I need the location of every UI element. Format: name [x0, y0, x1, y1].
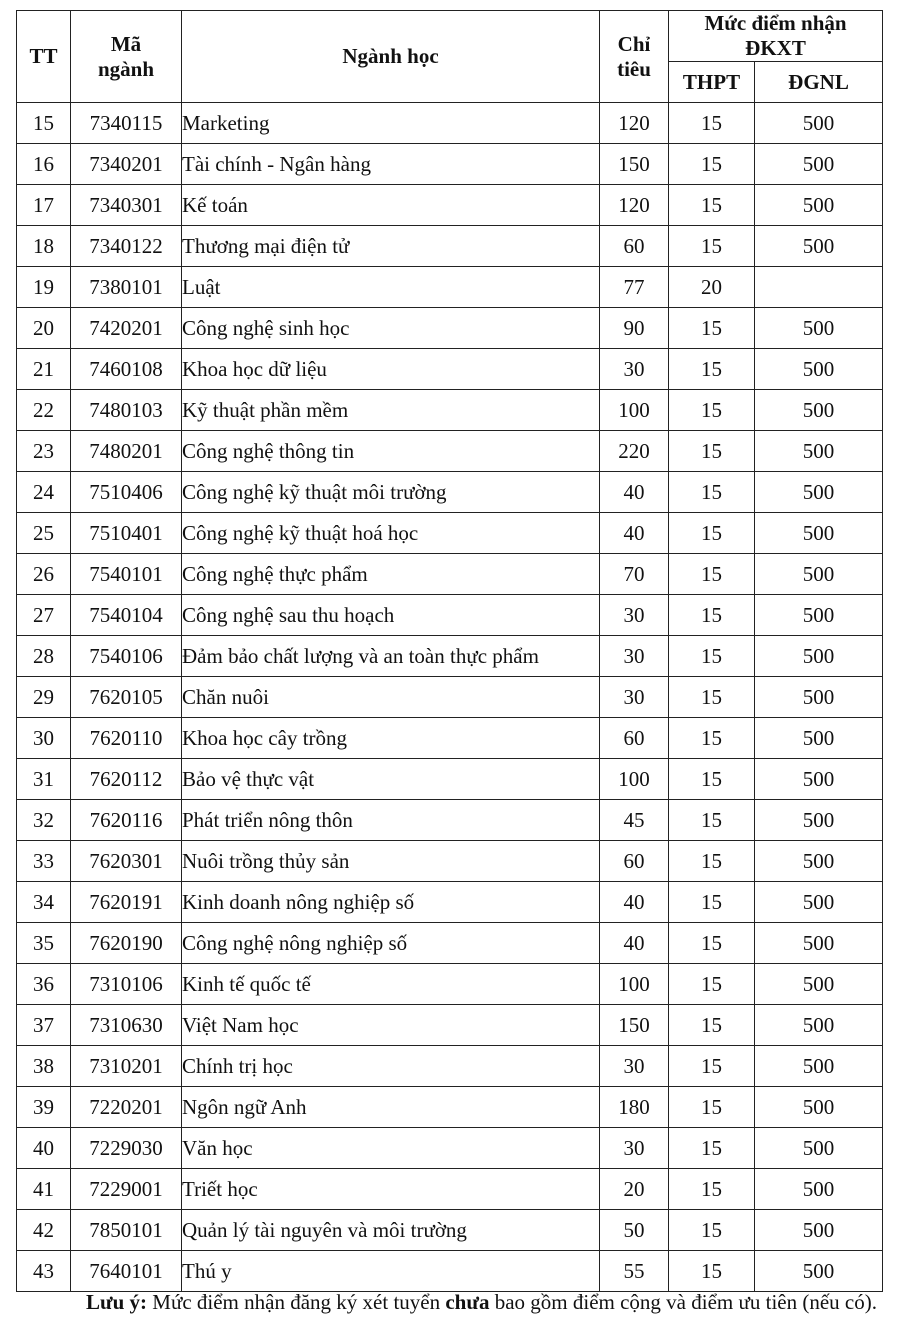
table-row	[17, 472, 883, 513]
cell-name: Khoa học dữ liệu	[182, 349, 600, 390]
cell-tt: 40	[17, 1128, 71, 1169]
cell-tt: 20	[17, 308, 71, 349]
cell-code: 7540104	[71, 595, 182, 636]
cell-quota: 100	[600, 759, 669, 800]
cell-thpt: 15	[669, 513, 755, 554]
cell-thpt: 15	[669, 1251, 755, 1292]
cell-quota: 120	[600, 103, 669, 144]
cell-quota: 40	[600, 923, 669, 964]
cell-name: Công nghệ sau thu hoạch	[182, 595, 600, 636]
cell-code: 7620105	[71, 677, 182, 718]
cell-code: 7620110	[71, 718, 182, 759]
cell-tt: 17	[17, 185, 71, 226]
cell-code: 7540101	[71, 554, 182, 595]
cell-quota: 100	[600, 964, 669, 1005]
cell-dgnl: 500	[755, 308, 883, 349]
admission-table	[16, 10, 883, 1292]
table-row	[17, 595, 883, 636]
cell-dgnl: 500	[755, 718, 883, 759]
cell-tt: 27	[17, 595, 71, 636]
table-row	[17, 390, 883, 431]
cell-tt: 43	[17, 1251, 71, 1292]
cell-tt: 28	[17, 636, 71, 677]
cell-thpt: 15	[669, 472, 755, 513]
cell-quota: 70	[600, 554, 669, 595]
cell-name: Thương mại điện tử	[182, 226, 600, 267]
cell-quota: 30	[600, 1046, 669, 1087]
cell-name: Kinh tế quốc tế	[182, 964, 600, 1005]
cell-name: Công nghệ sinh học	[182, 308, 600, 349]
cell-thpt: 15	[669, 1128, 755, 1169]
cell-quota: 30	[600, 595, 669, 636]
cell-code: 7420201	[71, 308, 182, 349]
table-row	[17, 144, 883, 185]
cell-tt: 25	[17, 513, 71, 554]
cell-code: 7620112	[71, 759, 182, 800]
cell-dgnl: 500	[755, 513, 883, 554]
cell-tt: 41	[17, 1169, 71, 1210]
table-row	[17, 718, 883, 759]
cell-thpt: 15	[669, 349, 755, 390]
cell-dgnl: 500	[755, 923, 883, 964]
cell-code: 7310201	[71, 1046, 182, 1087]
table-row	[17, 226, 883, 267]
cell-tt: 30	[17, 718, 71, 759]
cell-quota: 30	[600, 1128, 669, 1169]
cell-quota: 60	[600, 226, 669, 267]
table-body	[17, 103, 883, 1292]
table-row	[17, 431, 883, 472]
cell-thpt: 15	[669, 431, 755, 472]
cell-quota: 40	[600, 882, 669, 923]
cell-thpt: 15	[669, 144, 755, 185]
cell-code: 7380101	[71, 267, 182, 308]
header-chi-tieu: Chỉ tiêu	[600, 11, 669, 103]
cell-quota: 40	[600, 472, 669, 513]
cell-tt: 29	[17, 677, 71, 718]
cell-dgnl: 500	[755, 964, 883, 1005]
cell-dgnl: 500	[755, 800, 883, 841]
cell-tt: 18	[17, 226, 71, 267]
cell-name: Công nghệ thực phẩm	[182, 554, 600, 595]
cell-code: 7510406	[71, 472, 182, 513]
cell-dgnl: 500	[755, 103, 883, 144]
cell-name: Tài chính - Ngân hàng	[182, 144, 600, 185]
table-row	[17, 800, 883, 841]
table-row	[17, 636, 883, 677]
table-row	[17, 1087, 883, 1128]
cell-code: 7510401	[71, 513, 182, 554]
cell-name: Ngôn ngữ Anh	[182, 1087, 600, 1128]
cell-quota: 150	[600, 1005, 669, 1046]
cell-code: 7340301	[71, 185, 182, 226]
cell-tt: 34	[17, 882, 71, 923]
cell-name: Kế toán	[182, 185, 600, 226]
cell-tt: 22	[17, 390, 71, 431]
cell-thpt: 15	[669, 923, 755, 964]
cell-thpt: 15	[669, 964, 755, 1005]
footnote	[16, 1284, 888, 1321]
cell-code: 7229030	[71, 1128, 182, 1169]
cell-dgnl: 500	[755, 841, 883, 882]
cell-tt: 16	[17, 144, 71, 185]
header-muc-diem: Mức điểm nhận ĐKXT	[669, 11, 883, 62]
table-row	[17, 882, 883, 923]
cell-dgnl: 500	[755, 595, 883, 636]
cell-code: 7620190	[71, 923, 182, 964]
cell-name: Chăn nuôi	[182, 677, 600, 718]
table-row	[17, 267, 883, 308]
cell-tt: 24	[17, 472, 71, 513]
cell-tt: 19	[17, 267, 71, 308]
table-row	[17, 308, 883, 349]
cell-code: 7229001	[71, 1169, 182, 1210]
cell-dgnl: 500	[755, 554, 883, 595]
cell-code: 7220201	[71, 1087, 182, 1128]
table-row	[17, 1005, 883, 1046]
cell-quota: 100	[600, 390, 669, 431]
table-row	[17, 1169, 883, 1210]
cell-tt: 23	[17, 431, 71, 472]
table-row	[17, 841, 883, 882]
table-row	[17, 677, 883, 718]
cell-thpt: 15	[669, 390, 755, 431]
cell-code: 7310106	[71, 964, 182, 1005]
cell-thpt: 15	[669, 677, 755, 718]
cell-code: 7620301	[71, 841, 182, 882]
cell-code: 7340201	[71, 144, 182, 185]
cell-name: Chính trị học	[182, 1046, 600, 1087]
cell-quota: 40	[600, 513, 669, 554]
cell-dgnl: 500	[755, 1087, 883, 1128]
cell-name: Marketing	[182, 103, 600, 144]
cell-name: Văn học	[182, 1128, 600, 1169]
table-row	[17, 513, 883, 554]
table-row	[17, 349, 883, 390]
cell-code: 7480201	[71, 431, 182, 472]
cell-dgnl: 500	[755, 759, 883, 800]
table-row	[17, 185, 883, 226]
header-ma-nganh: Mã ngành	[71, 11, 182, 103]
cell-code: 7480103	[71, 390, 182, 431]
header-dgnl: ĐGNL	[755, 62, 883, 103]
cell-name: Quản lý tài nguyên và môi trường	[182, 1210, 600, 1251]
cell-tt: 38	[17, 1046, 71, 1087]
cell-dgnl: 500	[755, 185, 883, 226]
cell-quota: 180	[600, 1087, 669, 1128]
table-row	[17, 554, 883, 595]
cell-code: 7620116	[71, 800, 182, 841]
cell-tt: 42	[17, 1210, 71, 1251]
cell-quota: 120	[600, 185, 669, 226]
table-row	[17, 759, 883, 800]
header-thpt: THPT	[669, 62, 755, 103]
table-row	[17, 1128, 883, 1169]
cell-quota: 77	[600, 267, 669, 308]
cell-name: Triết học	[182, 1169, 600, 1210]
cell-thpt: 15	[669, 882, 755, 923]
cell-dgnl: 500	[755, 472, 883, 513]
table-header	[17, 11, 883, 103]
cell-tt: 36	[17, 964, 71, 1005]
cell-name: Công nghệ kỹ thuật hoá học	[182, 513, 600, 554]
cell-code: 7620191	[71, 882, 182, 923]
cell-name: Công nghệ kỹ thuật môi trường	[182, 472, 600, 513]
cell-name: Khoa học cây trồng	[182, 718, 600, 759]
cell-name: Phát triển nông thôn	[182, 800, 600, 841]
cell-thpt: 15	[669, 1046, 755, 1087]
footnote-emphasis: chưa	[445, 1290, 490, 1314]
cell-tt: 39	[17, 1087, 71, 1128]
cell-quota: 220	[600, 431, 669, 472]
cell-tt: 37	[17, 1005, 71, 1046]
cell-dgnl: 500	[755, 349, 883, 390]
cell-dgnl: 500	[755, 144, 883, 185]
cell-thpt: 15	[669, 1169, 755, 1210]
cell-name: Bảo vệ thực vật	[182, 759, 600, 800]
cell-dgnl: 500	[755, 1210, 883, 1251]
cell-dgnl: 500	[755, 1005, 883, 1046]
cell-dgnl: 500	[755, 1046, 883, 1087]
cell-quota: 50	[600, 1210, 669, 1251]
cell-thpt: 15	[669, 103, 755, 144]
cell-dgnl: 500	[755, 636, 883, 677]
cell-code: 7850101	[71, 1210, 182, 1251]
cell-quota: 30	[600, 636, 669, 677]
table-row	[17, 964, 883, 1005]
cell-thpt: 15	[669, 718, 755, 759]
cell-thpt: 15	[669, 759, 755, 800]
cell-quota: 60	[600, 718, 669, 759]
table-row	[17, 103, 883, 144]
cell-dgnl: 500	[755, 882, 883, 923]
table-row	[17, 923, 883, 964]
cell-dgnl: 500	[755, 431, 883, 472]
cell-dgnl: 500	[755, 1169, 883, 1210]
cell-name: Thú y	[182, 1251, 600, 1292]
cell-name: Công nghệ nông nghiệp số	[182, 923, 600, 964]
cell-code: 7640101	[71, 1251, 182, 1292]
cell-quota: 150	[600, 144, 669, 185]
cell-quota: 60	[600, 841, 669, 882]
cell-name: Việt Nam học	[182, 1005, 600, 1046]
cell-code: 7540106	[71, 636, 182, 677]
cell-dgnl: 500	[755, 390, 883, 431]
cell-code: 7340115	[71, 103, 182, 144]
cell-tt: 26	[17, 554, 71, 595]
cell-tt: 31	[17, 759, 71, 800]
cell-thpt: 20	[669, 267, 755, 308]
cell-code: 7310630	[71, 1005, 182, 1046]
header-tt: TT	[17, 11, 71, 103]
cell-tt: 15	[17, 103, 71, 144]
cell-thpt: 15	[669, 1210, 755, 1251]
cell-dgnl: 500	[755, 1251, 883, 1292]
cell-name: Luật	[182, 267, 600, 308]
cell-thpt: 15	[669, 800, 755, 841]
cell-quota: 20	[600, 1169, 669, 1210]
cell-name: Công nghệ thông tin	[182, 431, 600, 472]
cell-quota: 45	[600, 800, 669, 841]
cell-dgnl: 500	[755, 677, 883, 718]
cell-thpt: 15	[669, 595, 755, 636]
cell-tt: 35	[17, 923, 71, 964]
cell-thpt: 15	[669, 554, 755, 595]
cell-quota: 30	[600, 349, 669, 390]
cell-name: Đảm bảo chất lượng và an toàn thực phẩm	[182, 636, 600, 677]
cell-thpt: 15	[669, 841, 755, 882]
header-nganh-hoc: Ngành học	[182, 11, 600, 103]
cell-tt: 21	[17, 349, 71, 390]
cell-thpt: 15	[669, 226, 755, 267]
cell-dgnl	[755, 267, 883, 308]
cell-code: 7340122	[71, 226, 182, 267]
cell-dgnl: 500	[755, 1128, 883, 1169]
cell-quota: 30	[600, 677, 669, 718]
cell-dgnl: 500	[755, 226, 883, 267]
cell-quota: 90	[600, 308, 669, 349]
table-row	[17, 1210, 883, 1251]
footnote-text-1: Mức điểm nhận đăng ký xét tuyển	[147, 1290, 446, 1314]
cell-thpt: 15	[669, 636, 755, 677]
footnote-label: Lưu ý:	[86, 1290, 148, 1314]
cell-thpt: 15	[669, 185, 755, 226]
cell-thpt: 15	[669, 1087, 755, 1128]
cell-name: Kỹ thuật phần mềm	[182, 390, 600, 431]
cell-thpt: 15	[669, 308, 755, 349]
cell-name: Nuôi trồng thủy sản	[182, 841, 600, 882]
table-row	[17, 1046, 883, 1087]
cell-quota: 55	[600, 1251, 669, 1292]
cell-tt: 33	[17, 841, 71, 882]
cell-tt: 32	[17, 800, 71, 841]
footnote-text-2: bao gồm điểm cộng và điểm ưu tiên (nếu có).	[489, 1290, 877, 1314]
cell-code: 7460108	[71, 349, 182, 390]
cell-thpt: 15	[669, 1005, 755, 1046]
cell-name: Kinh doanh nông nghiệp số	[182, 882, 600, 923]
